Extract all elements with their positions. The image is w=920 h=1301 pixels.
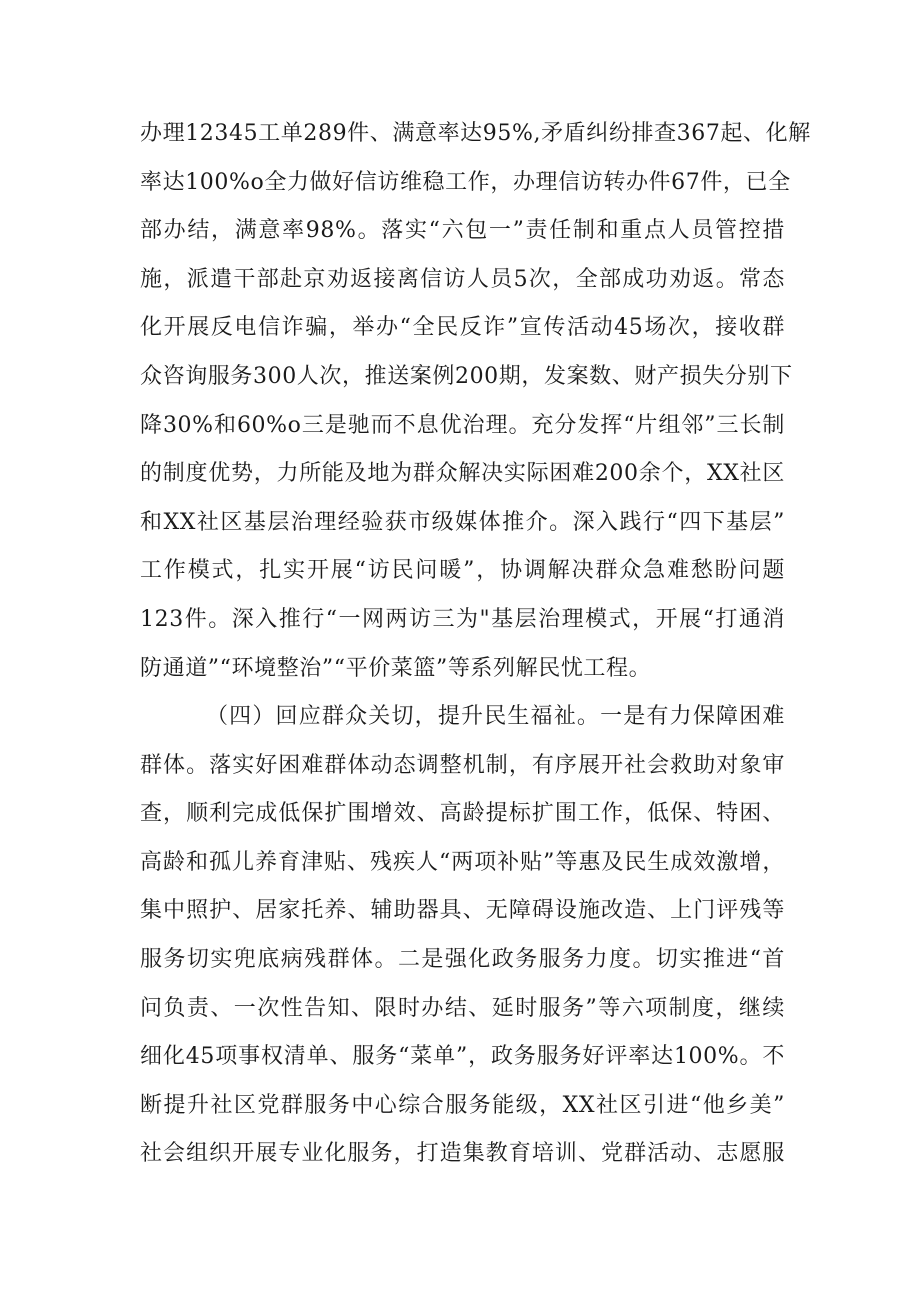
section-heading-line: （四）回应群众关切，提升民生福祉。一是有力保障困难 <box>206 704 785 729</box>
text-line: 问负责、一次性告知、限时办结、延时服务”等六项制度，继续 <box>140 995 785 1021</box>
text-line: 部办结，满意率98%。落实“六包一”责任制和重点人员管控措 <box>140 218 785 244</box>
text-line: 123件。深入推行“一网两访三为"基层治理模式，开展“打通消 <box>140 606 785 632</box>
text-line: 众咨询服务300人次，推送案例200期，发案数、财产损失分别下 <box>140 363 793 389</box>
text-line: 防通道”“环境整治”“平价菜篮”等系列解民忧工程。 <box>140 655 652 681</box>
text-line: 高龄和孤儿养育津贴、残疾人“两项补贴”等惠及民生成效激增， <box>140 849 785 875</box>
text-line: 集中照护、居家托养、辅助器具、无障碍设施改造、上门评残等 <box>140 898 785 924</box>
text-line: 社会组织开展专业化服务，打造集教育培训、党群活动、志愿服 <box>140 1141 785 1167</box>
body-text-paragraph-2 <box>140 693 785 1179</box>
text-line: 服务切实兜底病残群体。二是强化政务服务力度。切实推进“首 <box>140 946 785 972</box>
text-line: 群体。落实好困难群体动态调整机制，有序展开社会救助对象审 <box>140 752 785 778</box>
text-line: 办理12345工单289件、满意率达95%,矛盾纠纷排查367起、化解 <box>140 121 811 146</box>
text-line: 施，派遣干部赴京劝返接离信访人员5次，全部成功劝返。常态 <box>140 266 785 292</box>
body-text-paragraph-1 <box>140 110 811 693</box>
text-line: 断提升社区党群服务中心综合服务能级，XX社区引进“他乡美” <box>140 1092 785 1118</box>
text-line: 查，顺利完成低保扩围增效、高龄提标扩围工作，低保、特困、 <box>140 801 785 827</box>
text-line: 工作模式，扎实开展“访民问暖”，协调解决群众急难愁盼问题 <box>140 558 785 584</box>
text-line: 降30%和60%o三是驰而不息优治理。充分发挥“片组邻”三长制 <box>140 412 785 438</box>
text-line: 和XX社区基层治理经验获市级媒体推介。深入践行“四下基层” <box>140 509 785 535</box>
text-line: 率达100%o全力做好信访维稳工作，办理信访转办件67件，已全 <box>140 169 791 195</box>
text-line: 化开展反电信诈骗，举办“全民反诈”宣传活动45场次，接收群 <box>140 315 785 341</box>
text-line: 细化45项事权清单、服务“菜单”，政务服务好评率达100%。不 <box>140 1044 785 1070</box>
text-line: 的制度优势，力所能及地为群众解决实际困难200余个，XX社区 <box>140 461 785 487</box>
